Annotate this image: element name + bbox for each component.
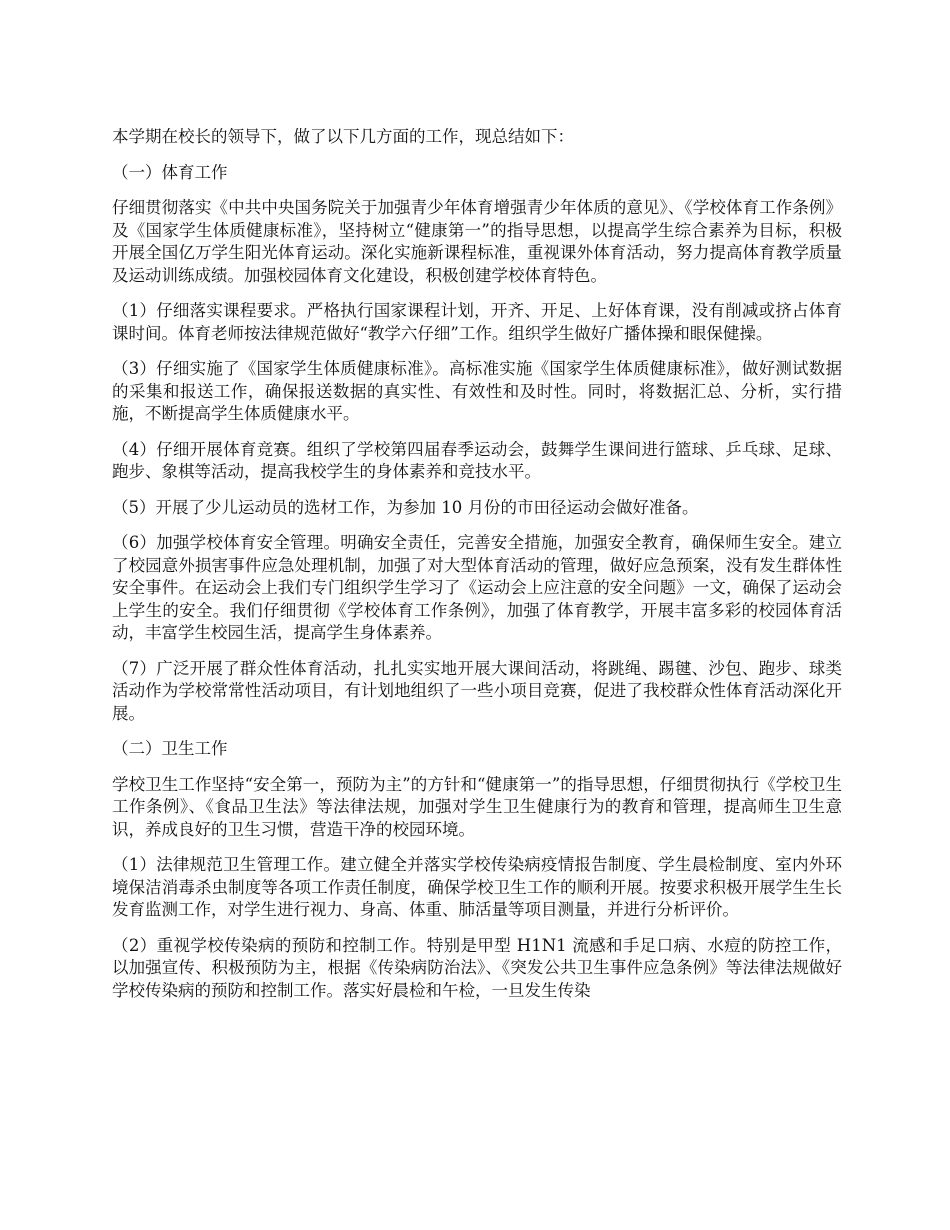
sports-item-5-paragraph: （5）开展了少儿运动员的选材工作，为参加 10 月份的市田径运动会做好准备。 bbox=[112, 497, 699, 517]
sports-item-6-paragraph: （6）加强学校体育安全管理。明确安全责任，完善安全措施，加强安全教育，确保师生安全。建立了校园意外损害事件应急处理机制，加强了对大型体育活动的管理，做好应急预案，没有发生群体性安全事件。在运动会上我们专门组织学生学习了《运动会上应注意的安全问题》一文，确保了运动会上学生的安全。我们仔细贯彻《学校体育工作条例》，加强了体育教学，开展丰富多彩的校园体育活动，丰富学生校园生活，提高学生身体素养。 bbox=[112, 533, 842, 642]
sports-item-1-paragraph: （1）仔细落实课程要求。严格执行国家课程计划，开齐、开足、上好体育课，没有削减或挤占体育课时间。体育老师按法律规范做好“教学六仔细”工作。组织学生做好广播体操和眼保健操。 bbox=[112, 301, 842, 343]
intro-paragraph: 本学期在校长的领导下，做了以下几方面的工作，现总结如下： bbox=[112, 127, 574, 146]
section-heading-sports: （一）体育工作 bbox=[112, 162, 228, 182]
sports-item-3-paragraph: （3）仔细实施了《国家学生体质健康标准》。高标准实施《国家学生体质健康标准》，做好测试数据的采集和报送工作，确保报送数据的真实性、有效性和及时性。同时，将数据汇总、分析，实行措施，不断提高学生体质健康水平。 bbox=[112, 359, 842, 423]
document-page bbox=[112, 126, 842, 1015]
health-item-2-paragraph: （2）重视学校传染病的预防和控制工作。特别是甲型 H1N1 流感和手足口病、水痘的防控工作，以加强宣传、积极预防为主，根据《传染病防治法》、《突发公共卫生事件应急条例》等法律法规做好学校传染病的预防和控制工作。落实好晨检和午检，一旦发生传染 bbox=[112, 935, 842, 1000]
sports-overview-paragraph: 仔细贯彻落实《中共中央国务院关于加强青少年体育增强青少年体质的意见》、《学校体育工作条例》及《国家学生体质健康标准》，坚持树立“健康第一”的指导思想，以提高学生综合素养为目标，积极开展全国亿万学生阳光体育运动。深化实施新课程标准，重视课外体育活动，努力提高体育教学质量及运动训练成绩。加强校园体育文化建设，积极创建学校体育特色。 bbox=[112, 198, 842, 285]
health-overview-paragraph: 学校卫生工作坚持“安全第一，预防为主”的方针和“健康第一”的指导思想，仔细贯彻执行《学校卫生工作条例》、《食品卫生法》等法律法规，加强对学生卫生健康行为的教育和管理，提高师生卫生意识，养成良好的卫生习惯，营造干净的校园环境。 bbox=[112, 774, 842, 839]
health-item-1-paragraph: （1）法律规范卫生管理工作。建立健全并落实学校传染病疫情报告制度、学生晨检制度、室内外环境保洁消毒杀虫制度等各项工作责任制度，确保学校卫生工作的顺利开展。按要求积极开展学生生长发育监测工作，对学生进行视力、身高、体重、肺活量等项目测量，并进行分析评价。 bbox=[112, 855, 842, 919]
sports-item-7-paragraph: （7）广泛开展了群众性体育活动，扎扎实实地开展大课间活动，将跳绳、踢毽、沙包、跑步、球类活动作为学校常常性活动项目，有计划地组织了一些小项目竞赛，促进了我校群众性体育活动深化开展。 bbox=[112, 658, 842, 723]
sports-item-4-paragraph: （4）仔细开展体育竞赛。组织了学校第四届春季运动会，鼓舞学生课间进行篮球、乒乓球、足球、跑步、象棋等活动，提高我校学生的身体素养和竞技水平。 bbox=[112, 439, 842, 481]
section-heading-health: （二）卫生工作 bbox=[112, 739, 228, 758]
